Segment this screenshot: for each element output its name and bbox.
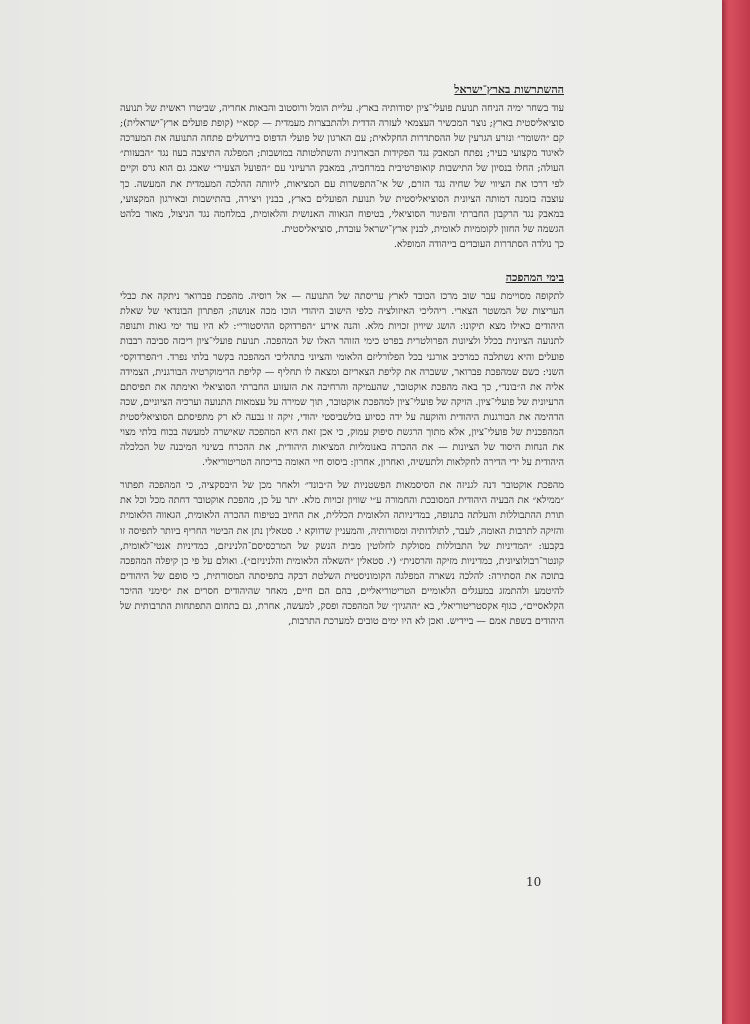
paragraph: עוד בשחר ימיה הניחה תנועת פועלי־ציון יסודותיה בארץ. עליית הומל ורוסטוב והבאות אחריה, שביטרו ראשית של תנועה סוציאליסטית בארץ; נוצר המכשיר העצמאי לעזרה הדדית ולהתבצרות מעמדית — קסא״י (קופת פועלים ארץ־ישראלית); קם ״השומר״ ונזרע הגרעין של ההסתדרות החקלאית; עם הארגון של פועלי הדפוס בירושלים פתחה התנועה את המערכה לאיגוד מקצועי בעיר; נפתח המאבק נגד הפקידות הבארונית והשתלטותה במושבות; המפלגה התיצבה בעוז נגד ״הבעזות״ העולה; החלו בנסיון של התישבות קואופרטיבית במרחביה, במאבק הרעיוני עם ״הפועל הצעיר״ שאבג גם הוא גרס וקיים לפי דרכו את הציווי של שחיה נגד הזרם, של אי־התפשרות עם המציאות, ליוותה ההלכה המעמדית את המעשה. כך עוצבה בזמנה דמותה הציונית הסוציאליסטית של תנועת הפועלים בארץ, בבנין ויצירה, בהתישבות ובאירגון המקצועי, במאבק נגד הרקבון החברתי והפיגור הסוציאלי, בטיפוח הגאווה האנושית והלאומית, במלחמה נגד הניצול, מאור בלהט הגשמה של החזון לקוממיות לאומית, לבנין ארץ־ישראל עובדת, סוציאליסטית. bbox=[120, 103, 564, 235]
section-revolution-days bbox=[120, 270, 564, 629]
section-heading: ההשתרשות בארץ־ישראל bbox=[454, 83, 564, 96]
paragraph: לתקופה מסויימת עבר שוב מרכז הכובד לארץ עריסתה של התנועה — אל רוסיה. מהפכת פברואר ניתקה את כבלי העריצות של המשטר הצארי. ריהליכי האיזולציה כלפי הישוב היהודי הוכו מכה אנושה; הפתרון הבונדאי של שאלת היהודים כאילו מצא תיקונו: הושג שיויון זכויות מלא. והנה אירע ״הפרדוקס ההיסטורי״: לא היו עוד ימי גאות ותנופה לתנועה הציונית בכלל ולציונות הפרולטרית בפרט כימי הזוהר האלו של המהפכה. תנועת פועלי־ציון ריכזה סביבה רבבות פועלים והיא נשתלבה כמרכיב אורגני בכל הפלורליזם הלאומי והציוני בתהליכי המהפכה בקשר בלתי נפרד. ו״הפרדוקס״ השני: כשם שמהפכת פברואר, ששברה את קליפת הצאריזם ומצאה לו תחליף — קליפת הדימוקרטיה הבורגנית, הצמידה אליה את ה״בונד״, כך באה מהפכת אוקטובר, שהעמיקה והרחיבה את הזעזוע החברתי הסוציאלי ואימתה את תפיסתם הרעיונית של פועלי־ציון. הזיקה של פועלי־ציון למהפכת אוקטובר, תוך שמירה על עצמאות התנועה וערכיה הציוניים, שכה הדהימה את הבורגנות היהודית והוקעה על ידה כסיוע בולשביסטי יהודי, זיקה זו נבעה לא רק מתפיסתם הסוציאליסטית המהפכנית של פועלי־ציון, אלא מתוך הרגשת סיפוק עמוק, כי אכן זאת היא המהפכה שאישרה למעשה בכוח בלתי מצוי את הנחות היסוד של הציונות — את ההכרה באנומליות המציאות היהודית, את ההכרח בשינוי המיבנה של הכלכלה היהודית על ידי הדירה לחקלאות ולתעשיה, ואחרון, אחרון: ביסוס חיי האומה בריכוזה הטריטוריאלי. bbox=[120, 291, 564, 469]
paragraph: מהפכת אוקטובר דנה לגניזה את הסיסמאות הפשטניות של ה״בונד״ ולאחר מכן של היבסקציה, כי המהפכה תפתור ״ממילא״ את הבעיה היהודית המסובכת והחמורה ע״י שוויון זכויות מלא. יתר על כן, מהפכת אוקטובר דחתה מכל וכל את תורת ההתבוללות והעלתה בתנופה, במדיניותה הלאומית הכללית, את החיוב בטיפוח ההכרה הלאומית, הגאווה הלאומית והזיקה לתרבות האומה, לעבר, לתולדותיה ומסורותיה, והמעניין שדווקא י. סטאלין נתן את הביטוי החריף ביותר לתפיסה זו בקבעו: ״המדיניות של התבוללות מסולקת לחלוטין מבית הנשק של המרכסיסם־הלניניזם, כמדיניות אנטי־לאומית, קונטר־רבולוציונית, כמדיניות מזיקה והרסנית״ (י. סטאלין ״השאלה הלאומית והלניניזם״). ואולם על פי כן קיפלה המהפכה בתוכה את הסתירה: להלכה נשארה המפלגה הקומוניסטית השלטת דבקה בתפיסתה המסורתית, כי סופם של היהודים להיטמע ולהתמזג במעגלים הלאומיים הטריטוריאליים, בהם הם חיים, מאחר שהיהודים חסרים את ״סימני ההיכר הקלאסיים״, כגוף אקסטריטוריאלי, בא ״ההגיון״ של המהפכה ופסק, למעשה, אחרת, גם בתחום התפתחות התרבותית של היהודים בשפת אמם — ביידיש. ואכן לא היו ימים טובים למערכת התרבות, bbox=[120, 480, 564, 628]
paragraph: כך נולדה הסתדרות העובדים בייהודה המופלא. bbox=[393, 238, 564, 250]
section-settling-in-israel bbox=[120, 82, 564, 252]
page-number: 10 bbox=[526, 875, 542, 889]
section-heading: בימי המהפכה bbox=[505, 271, 564, 285]
page-text bbox=[120, 82, 564, 647]
